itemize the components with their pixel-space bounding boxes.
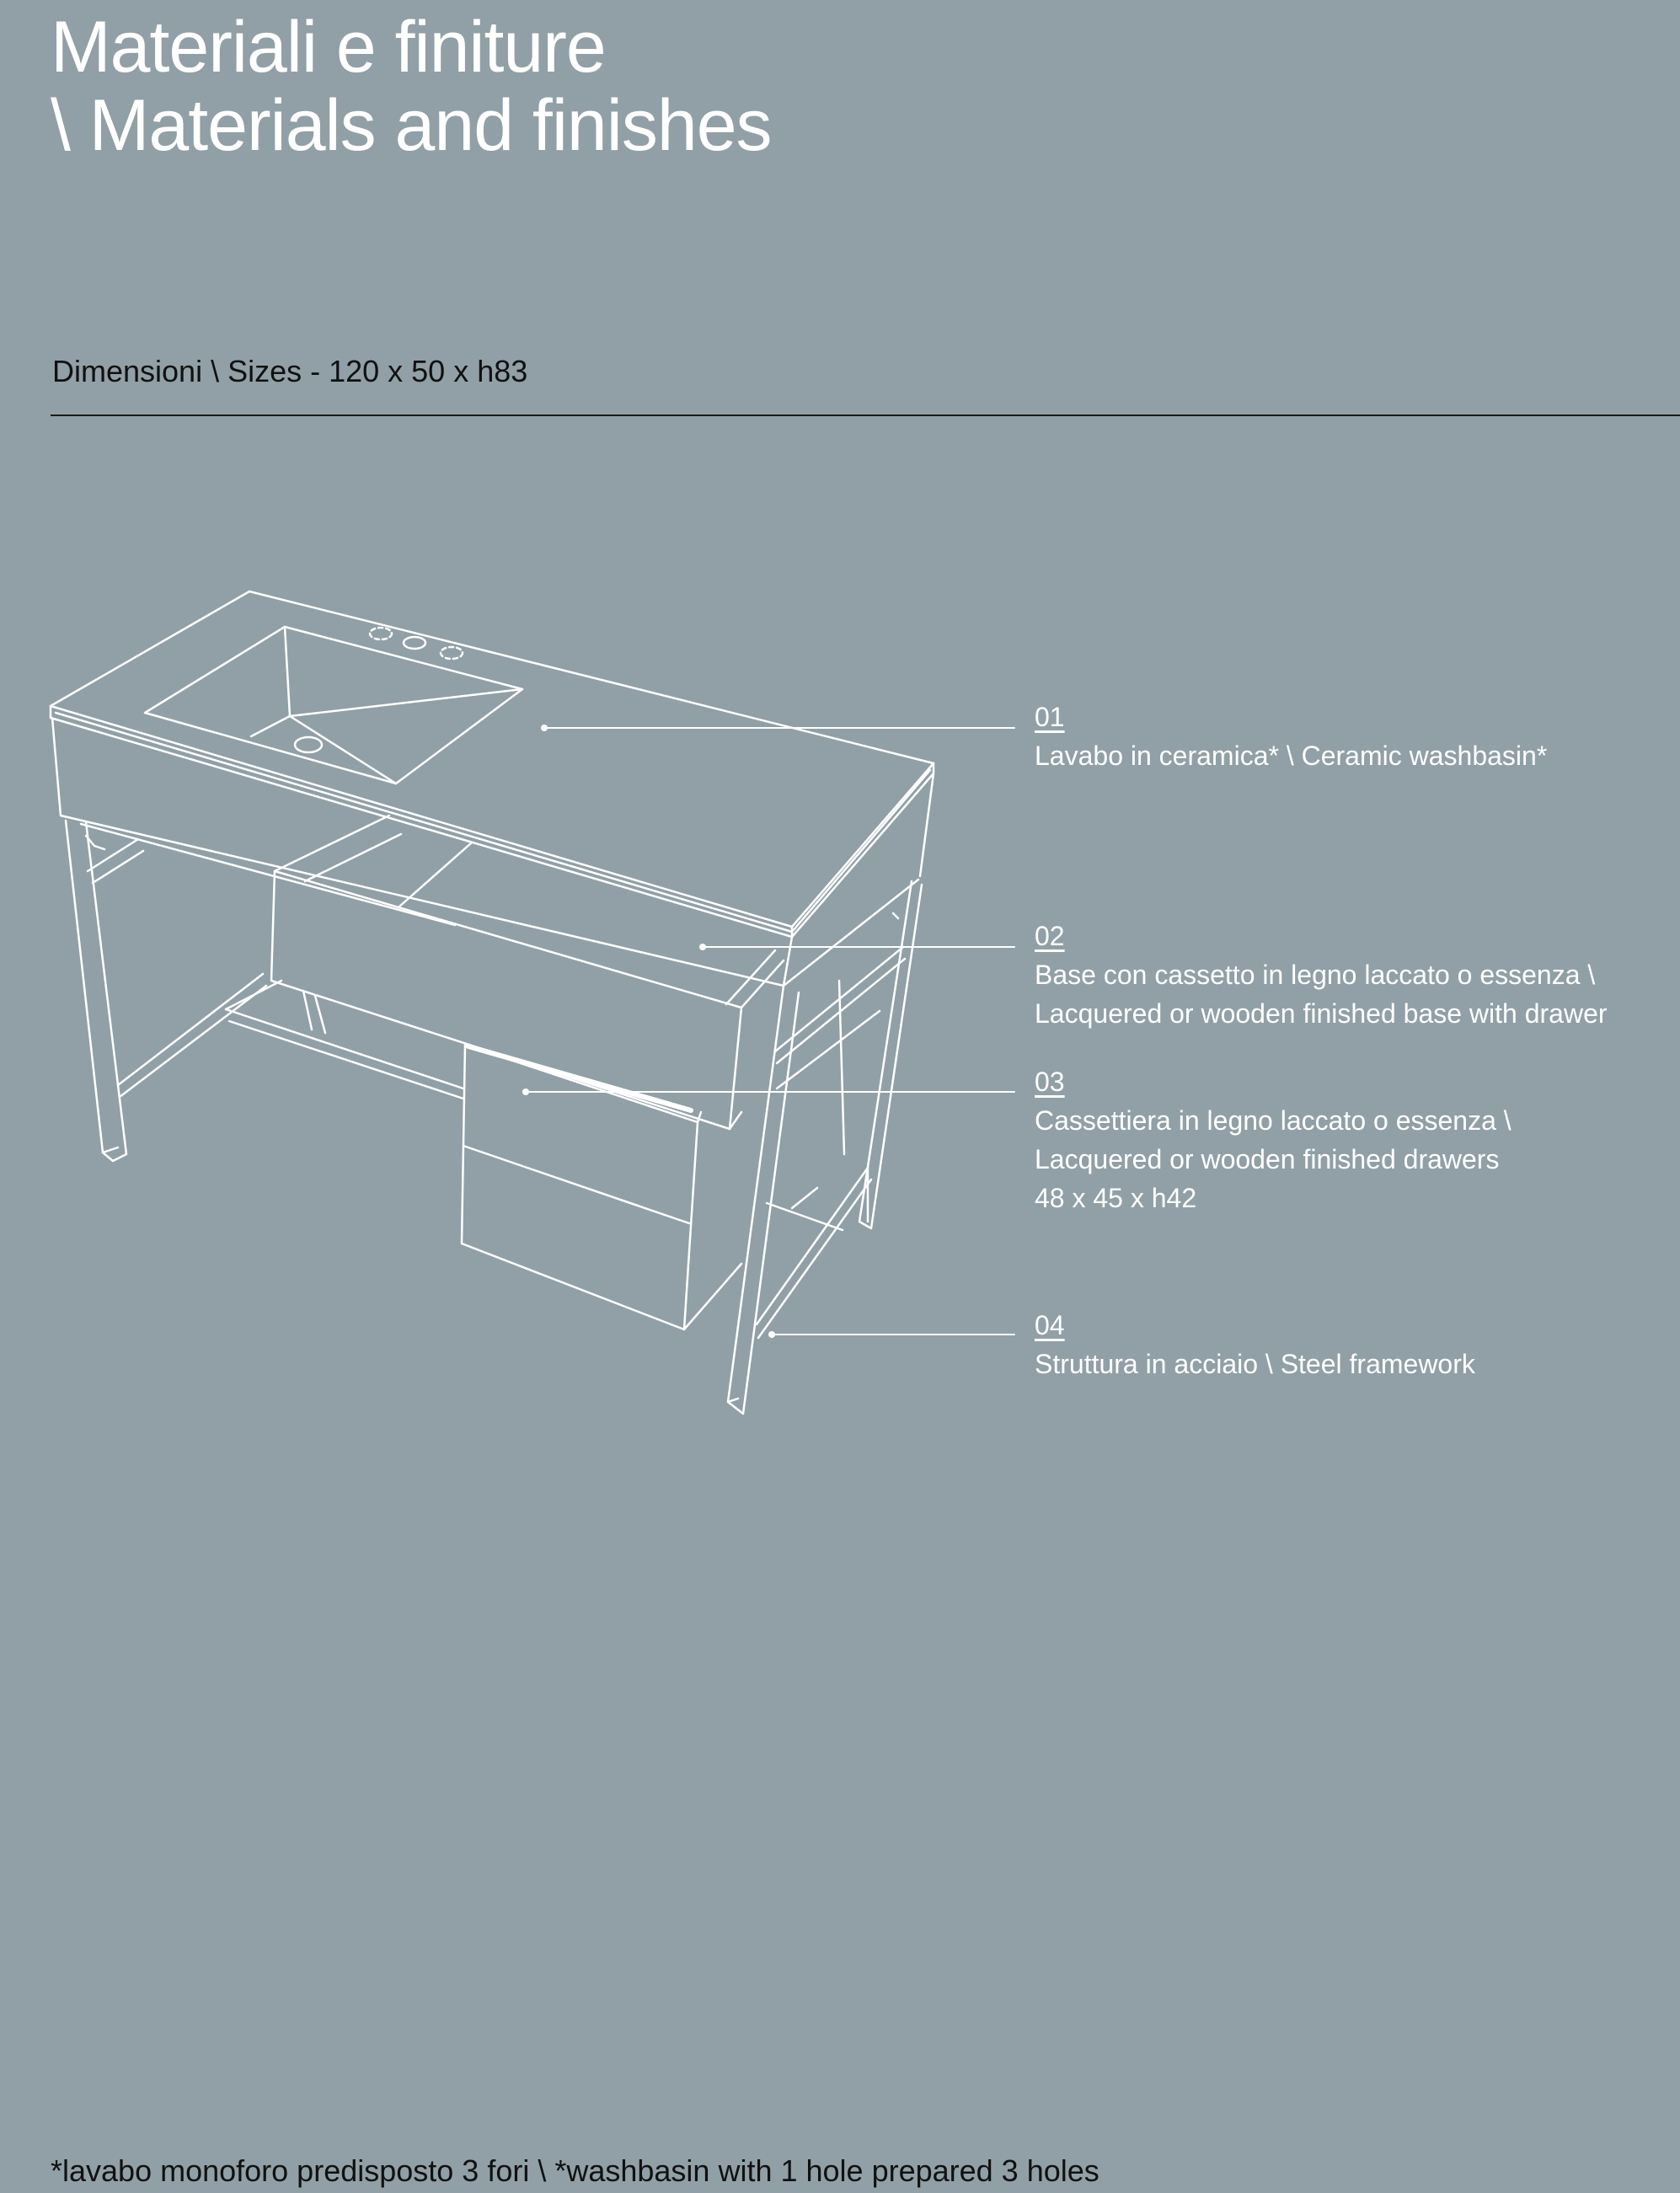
callout-number: 04 [1035,1310,1065,1340]
callout-03 [1035,1062,1511,1217]
leader-lines [526,728,1014,1335]
title-line-italian: Materiali e finiture [51,7,606,88]
callout-number: 02 [1035,921,1065,951]
callout-text: Lavabo in ceramica* \ Ceramic washbasin* [1035,741,1548,771]
callout-text: Base con cassetto in legno laccato o essenza \ [1035,960,1596,990]
callout-01 [1035,698,1547,775]
callout-dimensions: 48 x 45 x h42 [1035,1183,1197,1213]
washbasin [145,627,522,784]
callout-text: Cassettiera in legno laccato o essenza \ [1035,1105,1511,1136]
open-drawer [271,816,784,1129]
callout-text: Struttura in acciaio \ Steel framework [1035,1349,1475,1379]
dimensions-label: Dimensioni \ Sizes - 120 x 50 x h83 [52,354,528,388]
callout-number: 03 [1035,1067,1065,1097]
steel-frame [66,821,922,1414]
callout-02 [1035,917,1608,1033]
footnote: *lavabo monoforo predisposto 3 fori \ *washbasin with 1 hole prepared 3 holes [51,2153,1099,2188]
callout-text: Lacquered or wooden finished base with drawer [1035,998,1608,1029]
countertop [51,591,934,937]
callout-text: Lacquered or wooden finished drawers [1035,1144,1500,1174]
title-line-english: \ Materials and finishes [51,85,772,166]
callout-number: 01 [1035,702,1065,732]
callout-04 [1035,1306,1475,1383]
